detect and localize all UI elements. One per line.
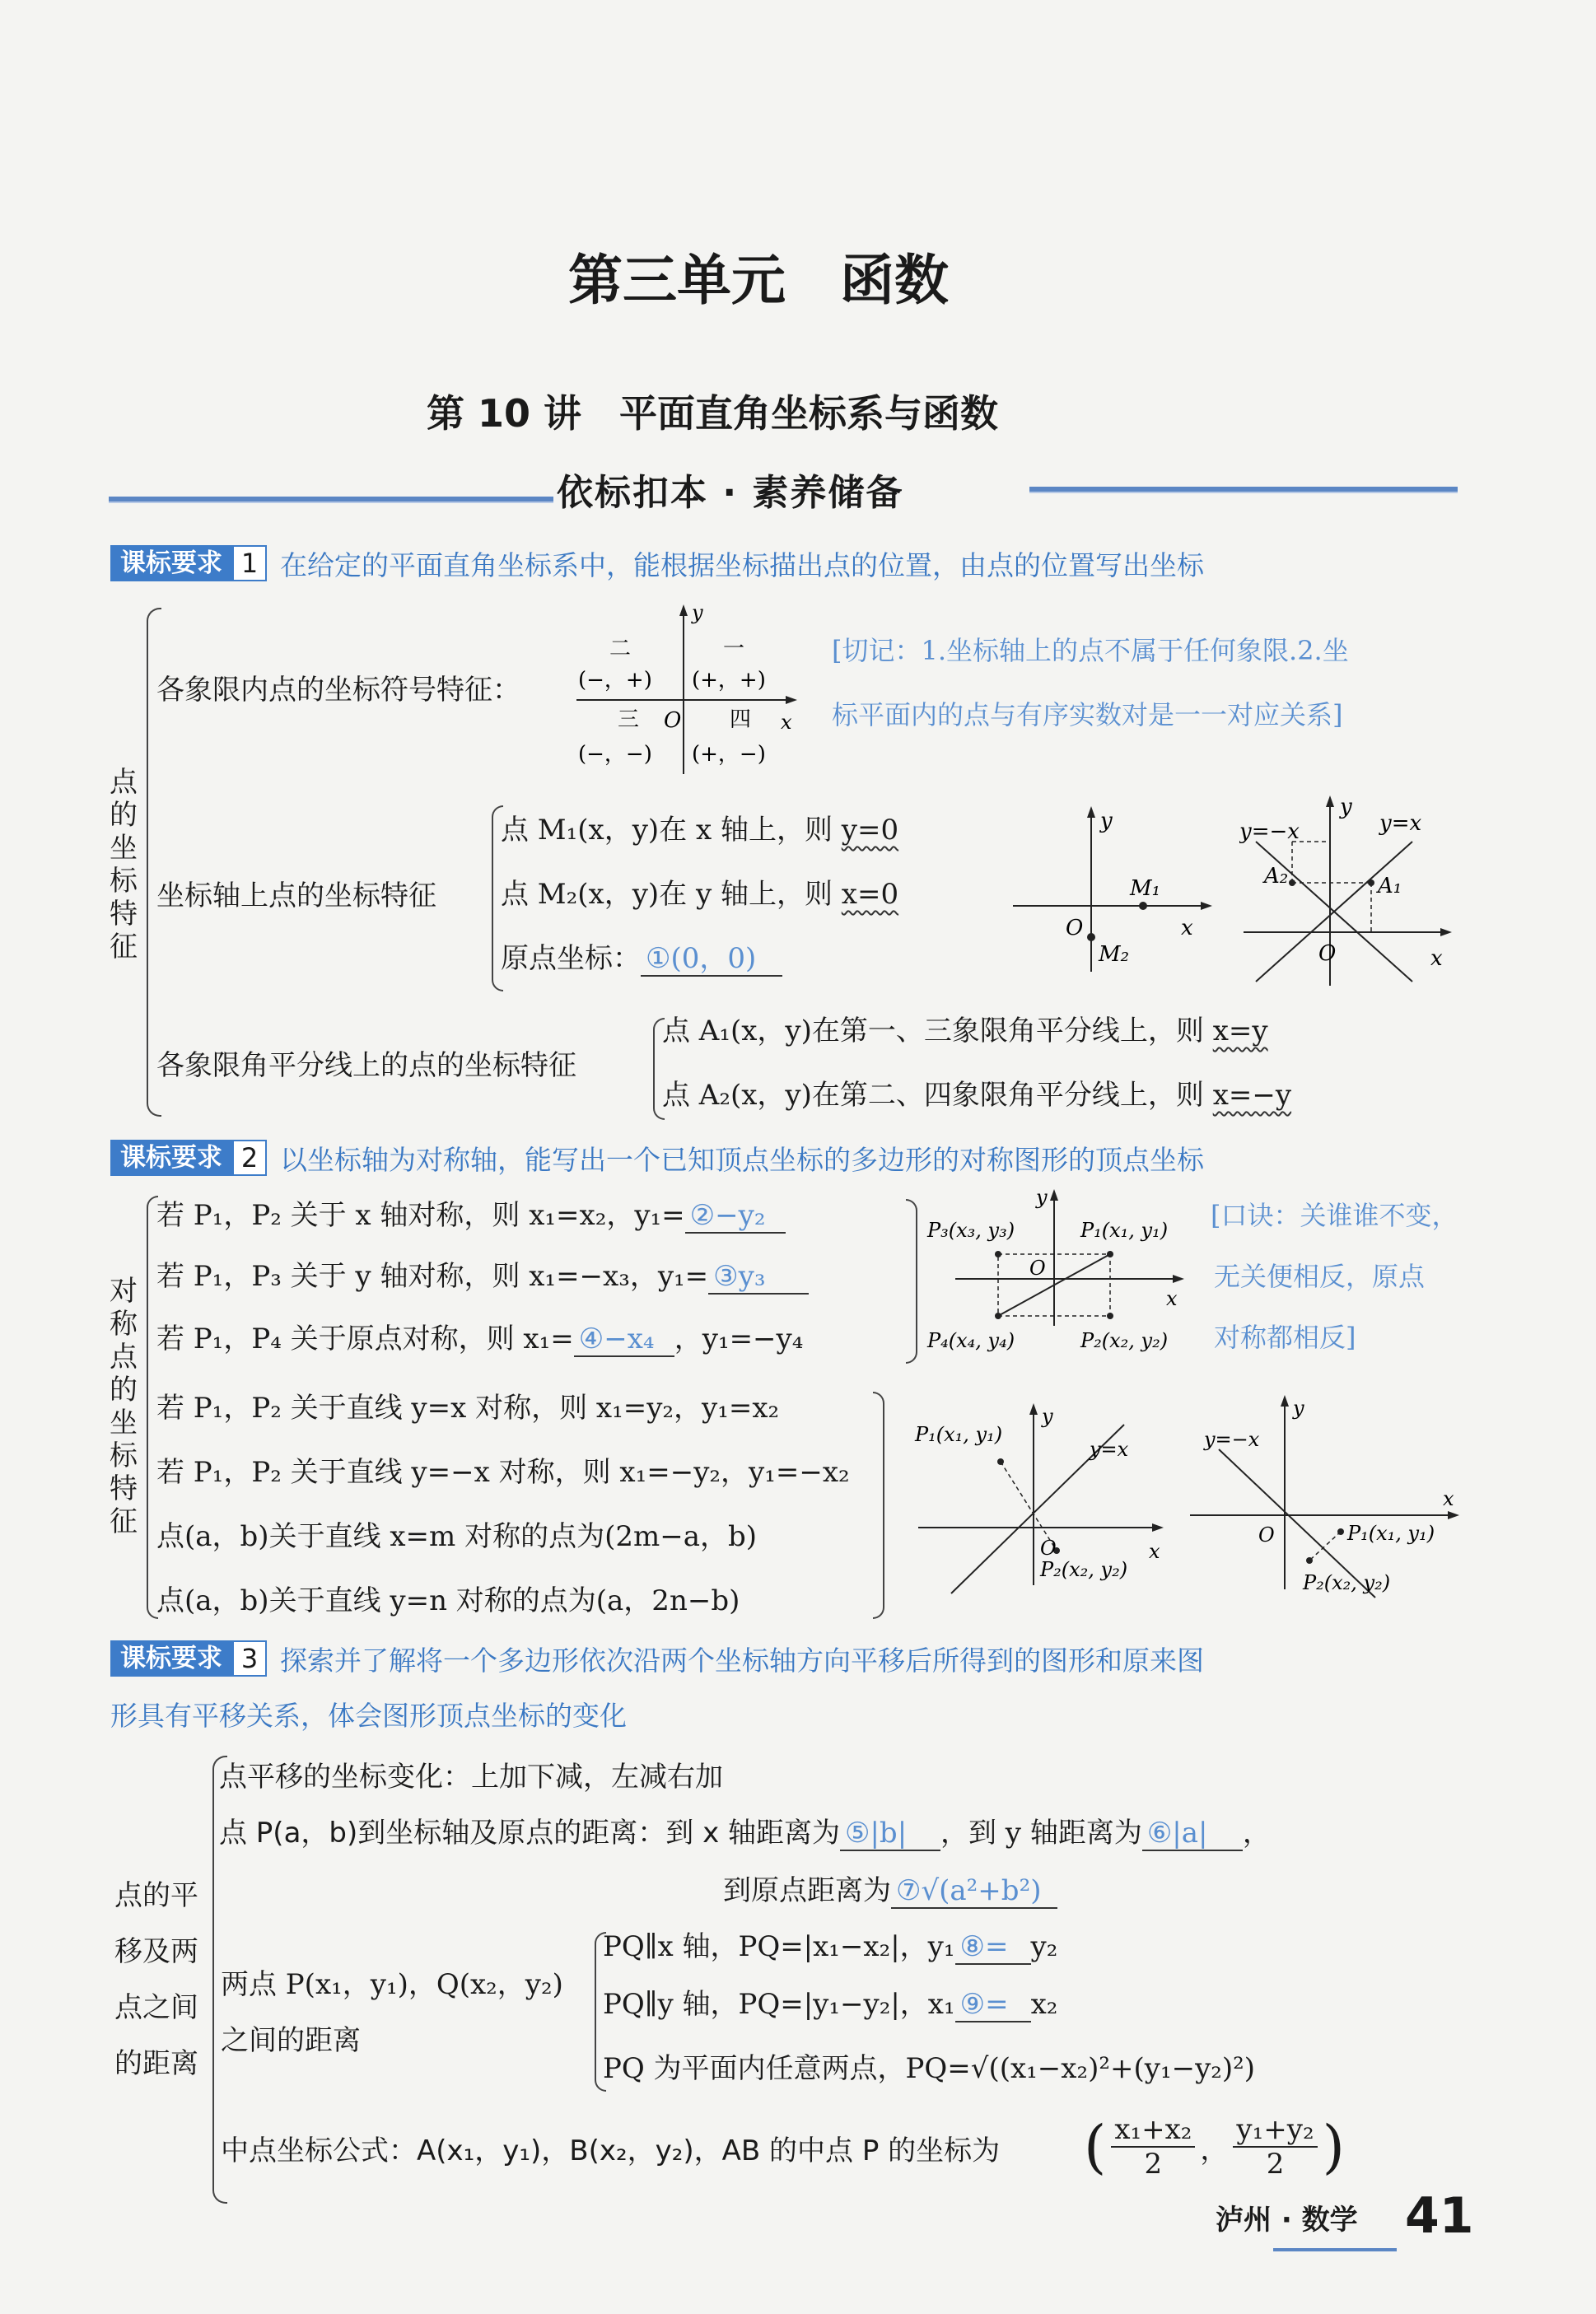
distance-general: PQ 为平面内任意两点，PQ=√((x₁−x₂)²+(y₁−y₂)²) [603,2052,1256,2085]
requirement-text: 在给定的平面直角坐标系中，能根据坐标描出点的位置，由点的位置写出坐标 [280,548,1204,581]
fig5-p1-label: P₁(x₁, y₁) [1347,1522,1435,1545]
two-points-label-1: 两点 P(x₁，y₁)，Q(x₂，y₂) [221,1968,563,2001]
requirement-text: 探索并了解将一个多边形依次沿两个坐标轴方向平移后所得到的图形和原来图 [280,1644,1204,1677]
lesson-title: 第 10 讲 平面直角坐标系与函数 [427,391,999,436]
fig3-origin-label: O [1029,1257,1046,1280]
requirement-label: 课标要求 [110,545,232,581]
two-points-label-2: 之间的距离 [221,2024,361,2057]
symmetry-line-6: 点(a，b)关于直线 x=m 对称的点为(2m−a，b) [156,1520,758,1553]
symmetry-line-5: 若 P₁，P₂ 关于直线 y=−x 对称，则 x₁=−y₂，y₁=−x₂ [156,1456,850,1489]
fig4-x-label: x [1149,1540,1160,1563]
origin-label: O [664,708,682,733]
fig4-p1-label: P₁(x₁, y₁) [915,1423,1003,1446]
fig1-m1-label: M₁ [1130,876,1161,901]
block3-vertical-label: 点的平 移及两 点之间 的距离 [114,1879,198,2080]
axis-line-1: 点 M₁(x，y)在 x 轴上，则 y=0 [501,814,899,847]
block2-vertical-label: 对 称 点 的 坐 标 特 征 [110,1275,138,1538]
quadrant-1-label: 一 [723,637,745,661]
distance-parallel-x: PQ∥x 轴，PQ=|x₁−x₂|，y₁ ⑧= y₂ [603,1930,1058,1963]
fig5-p2-label: P₂(x₂, y₂) [1303,1571,1391,1594]
line-y-equals-x-diagram [910,1400,1182,1598]
axis-point-label: 坐标轴上点的坐标特征 [156,879,436,912]
quadrant-4-sign: (+，−) [692,742,766,767]
fig2-neg-line-label: y=−x [1239,819,1300,844]
fig2-a2-label: A₂ [1264,864,1289,889]
fig3-p4-label: P₄(x₄, y₄) [927,1329,1015,1352]
axis-x-label: x [781,711,792,734]
fig3-x-label: x [1166,1287,1178,1310]
fig3-y-label: y [1036,1186,1048,1209]
fig1-m2-label: M₂ [1099,942,1130,967]
quadrant-diagram [568,601,815,778]
fig4-y-label: y [1042,1405,1053,1428]
tip-2-line-3: 对称都相反] [1214,1322,1356,1353]
answer-y-equals-0: y=0 [841,814,899,847]
fig3-p2-label: P₂(x₂, y₂) [1080,1329,1169,1352]
fig5-y-label: y [1293,1397,1304,1420]
fig4-line-label: y=x [1090,1438,1129,1461]
answer-origin: ①(0，0) [641,942,782,977]
axis-line-3: 原点坐标： ①(0，0) [501,942,782,977]
answer-x-equals-y: x=y [1212,1015,1268,1047]
fig2-pos-line-label: y=x [1379,811,1422,836]
quadrant-4-label: 四 [730,707,752,732]
bisector-label: 各象限角平分线上的点的坐标特征 [156,1049,576,1082]
fig2-y-label: y [1340,795,1352,819]
requirement-2 [110,1140,1204,1176]
midpoint-fraction: ( $\frac{\text{x₁+x₂}}{2}$ ， $\frac{\text{y₁+y₂}}{2}$ ) [1084,2113,1345,2181]
banner-line-left [109,497,553,503]
answer-x-equals-0: x=0 [841,878,899,911]
symmetry-line-4: 若 P₁，P₂ 关于直线 y=x 对称，则 x₁=y₂，y₁=x₂ [156,1392,780,1425]
answer-3: ③y₃ [708,1260,809,1295]
unit-title: 第三单元 函数 [568,248,949,312]
quadrant-3-label: 三 [618,707,640,732]
requirement-number: 2 [232,1140,267,1176]
requirement-number: 1 [232,545,267,581]
page-number: 41 [1405,2187,1474,2245]
distance-to-axes: 点 P(a，b)到坐标轴及原点的距离：到 x 轴距离为 ⑤|b| ，到 y 轴距离为 ⑥|a| ， [219,1817,1271,1850]
fig3-p1-label: P₁(x₁, y₁) [1080,1219,1169,1242]
bisector-line-1: 点 A₁(x，y)在第一、三象限角平分线上，则 x=y [662,1015,1268,1047]
answer-2: ②−y₂ [685,1199,786,1234]
bisector-line-2: 点 A₂(x，y)在第二、四象限角平分线上，则 x=−y [662,1079,1292,1112]
footer-underline [1273,2248,1397,2251]
fig4-p2-label: P₂(x₂, y₂) [1040,1558,1128,1581]
quadrant-1-sign: (+，+) [692,668,766,693]
footer-region: 泸州 · 数学 [1216,2204,1358,2237]
symmetry-right-brace-2 [873,1392,884,1619]
answer-x-equals-neg-y: x=−y [1212,1079,1292,1112]
distance-parallel-y: PQ∥y 轴，PQ=|y₁−y₂|，x₁ ⑨= x₂ [603,1988,1058,2021]
translation-rule: 点平移的坐标变化：上加下减，左减右加 [219,1761,723,1794]
axis-line-2: 点 M₂(x，y)在 y 轴上，则 x=0 [501,878,899,911]
fig1-origin-label: O [1066,916,1084,940]
symmetry-line-1: 若 P₁，P₂ 关于 x 轴对称，则 x₁=x₂，y₁= ②−y₂ [156,1199,786,1234]
block1-vertical-label: 点 的 坐 标 特 征 [110,766,138,963]
fig2-origin-label: O [1318,941,1337,966]
quadrant-sign-label: 各象限内点的坐标符号特征： [156,674,520,707]
requirement-text: 以坐标轴为对称轴，能写出一个已知顶点坐标的多边形的对称图形的顶点坐标 [280,1143,1204,1176]
fig5-origin-label: O [1258,1523,1275,1547]
symmetry-line-7: 点(a，b)关于直线 y=n 对称的点为(a，2n−b) [156,1584,740,1617]
fig2-x-label: x [1430,946,1443,971]
requirement-label: 课标要求 [110,1640,232,1677]
fig5-line-label: y=−x [1204,1428,1260,1451]
line-y-equals-neg-x-diagram [1186,1392,1466,1606]
answer-8: ⑧= [955,1930,1031,1965]
fig3-p3-label: P₃(x₃, y₃) [927,1219,1015,1242]
symmetry-line-3: 若 P₁，P₄ 关于原点对称，则 x₁= ④−x₄ ，y₁=−y₄ [156,1323,804,1355]
fig5-x-label: x [1443,1487,1454,1510]
distance-to-origin: 到原点距离为 ⑦√(a²+b²) [723,1874,1057,1909]
answer-5: ⑤|b| [840,1817,940,1851]
axis-y-label: y [692,601,703,624]
requirement-3-text-cont: 形具有平移关系，体会图形顶点坐标的变化 [110,1700,627,1732]
midpoint-x-denominator: 2 [1144,2148,1163,2181]
midpoint-y-numerator: y₁+y₂ [1233,2113,1317,2148]
quadrant-2-sign: (−，+) [578,668,652,693]
fig1-y-label: y [1100,809,1113,833]
midpoint-x-numerator: x₁+x₂ [1111,2113,1195,2148]
requirement-number: 3 [232,1640,267,1677]
requirement-label: 课标要求 [110,1140,232,1176]
midpoint-formula: 中点坐标公式：A(x₁，y₁)，B(x₂，y₂)，AB 的中点 P 的坐标为 [221,2134,1001,2167]
symmetric-points-diagram [922,1186,1211,1371]
tip-2-line-1: [口诀：关谁谁不变， [1211,1200,1458,1231]
requirement-3 [110,1640,1204,1677]
answer-4: ④−x₄ [574,1323,674,1357]
answer-9: ⑨= [955,1988,1031,2022]
fig4-origin-label: O [1040,1537,1057,1560]
fig1-x-label: x [1181,916,1193,940]
tip-2-line-2: 无关便相反，原点 [1214,1261,1426,1292]
answer-6: ⑥|a| [1142,1817,1243,1851]
quadrant-2-label: 二 [609,637,632,661]
tip-1-line-1: [切记：1.坐标轴上的点不属于任何象限.2.坐 [832,635,1349,666]
banner-line-right [1029,487,1458,493]
section-banner: 依标扣本 · 素养储备 [557,472,904,514]
bisector-diagram [1239,792,1458,990]
symmetry-right-brace [906,1199,917,1364]
answer-7: ⑦√(a²+b²) [891,1874,1057,1909]
midpoint-y-denominator: 2 [1266,2148,1285,2181]
quadrant-3-sign: (−，−) [578,742,652,767]
fig2-a1-label: A₁ [1378,874,1402,898]
tip-1-line-2: 标平面内的点与有序实数对是一一对应关系] [832,699,1343,730]
symmetry-line-2: 若 P₁，P₃ 关于 y 轴对称，则 x₁=−x₃，y₁= ③y₃ [156,1260,809,1295]
axis-points-diagram [1005,803,1219,980]
requirement-1 [110,545,1204,581]
